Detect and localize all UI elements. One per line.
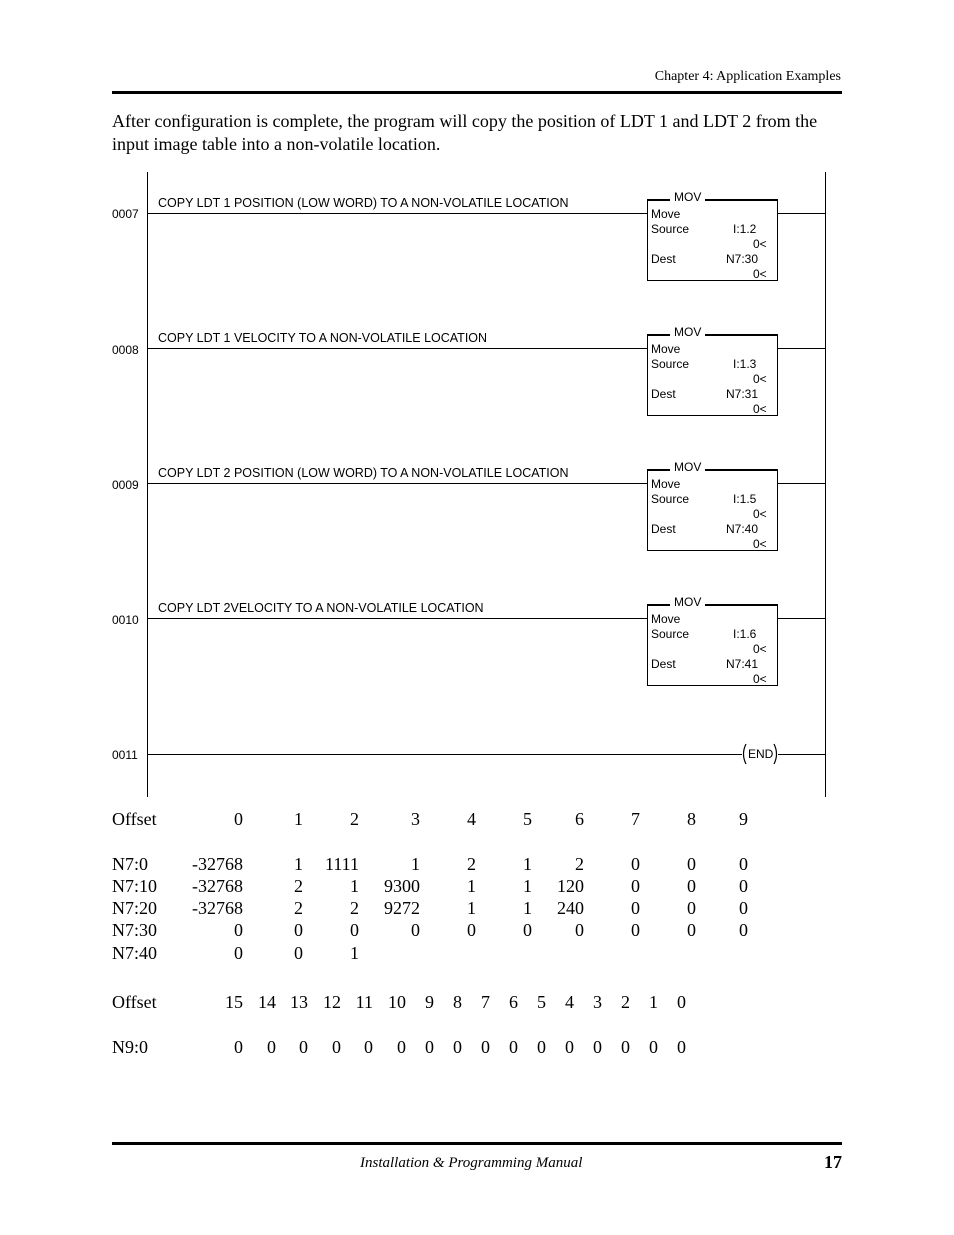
offset-label: Offset (112, 809, 157, 829)
table-cell: 0 (687, 920, 696, 940)
table-cell: 0 (739, 920, 748, 940)
footer-title: Installation & Programming Manual (360, 1155, 583, 1171)
bit-offset-header: 3 (593, 992, 602, 1012)
offset-header: 2 (350, 809, 359, 829)
table-cell: 1 (523, 854, 532, 874)
intro-paragraph: After configuration is complete, the program will copy the position of LDT 1 and LDT 2 from the input image table into a non-volatile location. (112, 111, 818, 154)
instruction-name: Move (651, 207, 681, 221)
instruction-mnemonic: MOV (670, 460, 705, 474)
dest-label: Dest (651, 252, 676, 266)
table-cell: 2 (294, 876, 303, 896)
row-address-label: N7:0 (112, 854, 148, 874)
table-cell: -32768 (192, 898, 243, 918)
table-cell: 1111 (325, 854, 359, 874)
bit-cell: 0 (425, 1037, 434, 1057)
bit-cell: 0 (453, 1037, 462, 1057)
rung-wire (148, 618, 647, 619)
source-label: Source (651, 222, 690, 236)
table-cell: 2 (294, 898, 303, 918)
instruction-mnemonic: MOV (670, 595, 705, 609)
offset-header: 9 (739, 809, 748, 829)
rung-wire (778, 213, 825, 214)
bit-offset-header: 13 (290, 992, 308, 1012)
instruction-name: Move (651, 342, 681, 356)
mov-instruction (647, 595, 778, 686)
dest-address: N7:41 (726, 657, 759, 671)
source-label: Source (651, 357, 690, 371)
bit-offset-header: 0 (677, 992, 686, 1012)
table-cell: 120 (557, 876, 584, 896)
table-cell: 0 (687, 854, 696, 874)
table-cell: 9300 (384, 876, 420, 896)
source-value: 0< (753, 642, 767, 656)
bit-cell: 0 (565, 1037, 574, 1057)
dest-label: Dest (651, 387, 676, 401)
table-cell: 1 (523, 876, 532, 896)
dest-address: N7:40 (726, 522, 759, 536)
bit-offset-header: 2 (621, 992, 630, 1012)
instruction-name: Move (651, 612, 681, 626)
dest-address: N7:31 (726, 387, 759, 401)
table-cell: 0 (631, 920, 640, 940)
table-cell: 0 (411, 920, 420, 940)
row-address-label: N7:40 (112, 943, 157, 963)
table-cell: 1 (411, 854, 420, 874)
footer-rule (112, 1142, 842, 1145)
bit-cell: 0 (234, 1037, 243, 1057)
rung-number: 0007 (112, 207, 139, 221)
table-cell: 2 (467, 854, 476, 874)
table-cell: -32768 (192, 854, 243, 874)
table-cell: 1 (467, 898, 476, 918)
bit-offset-header: 14 (258, 992, 276, 1012)
bit-offset-header: 1 (649, 992, 658, 1012)
source-value: 0< (753, 372, 767, 386)
bit-offset-header: 11 (355, 992, 373, 1012)
offset-header: 6 (575, 809, 584, 829)
bit-offset-header: 12 (323, 992, 341, 1012)
bit-cell: 0 (364, 1037, 373, 1057)
bit-cell: 0 (481, 1037, 490, 1057)
end-instruction (740, 743, 780, 765)
source-label: Source (651, 627, 690, 641)
table-cell: 0 (739, 876, 748, 896)
row-address-label: N9:0 (112, 1037, 148, 1057)
dest-value: 0< (753, 267, 767, 281)
bit-offset-header: 8 (453, 992, 462, 1012)
bit-offset-header: 5 (537, 992, 546, 1012)
mov-instruction (647, 325, 778, 416)
bit-cell: 0 (332, 1037, 341, 1057)
row-address-label: N7:30 (112, 920, 157, 940)
dest-value: 0< (753, 537, 767, 551)
bit-cell: 0 (593, 1037, 602, 1057)
offset-header: 8 (687, 809, 696, 829)
page-number: 17 (824, 1152, 842, 1172)
table-cell: 0 (467, 920, 476, 940)
table-cell: 0 (631, 854, 640, 874)
table-cell: 0 (234, 943, 243, 963)
bit-offset-header: 6 (509, 992, 518, 1012)
offset-header: 4 (467, 809, 476, 829)
bit-cell: 0 (299, 1037, 308, 1057)
instruction-mnemonic: MOV (670, 190, 705, 204)
rung-wire (148, 213, 647, 214)
bit-offset-header: 9 (425, 992, 434, 1012)
end-label: END (748, 747, 774, 761)
dest-label: Dest (651, 657, 676, 671)
row-address-label: N7:20 (112, 898, 157, 918)
bit-cell: 0 (267, 1037, 276, 1057)
table-cell: 0 (631, 898, 640, 918)
table-cell: 2 (350, 898, 359, 918)
offset-header: 5 (523, 809, 532, 829)
dest-value: 0< (753, 402, 767, 416)
mov-instruction (647, 460, 778, 551)
table-cell: 0 (687, 876, 696, 896)
offset-header: 7 (631, 809, 640, 829)
table-cell: 0 (739, 854, 748, 874)
table-cell: 0 (234, 920, 243, 940)
source-address: I:1.6 (733, 627, 757, 641)
bit-cell: 0 (621, 1037, 630, 1057)
source-address: I:1.2 (733, 222, 757, 236)
table-cell: 1 (523, 898, 532, 918)
bit-cell: 0 (537, 1037, 546, 1057)
table-cell: 0 (687, 898, 696, 918)
rung-wire (778, 754, 825, 755)
chapter-header: Chapter 4: Application Examples (654, 69, 841, 84)
table-cell: 9272 (384, 898, 420, 918)
rung-number: 0009 (112, 478, 139, 492)
rung-number: 0010 (112, 613, 139, 627)
table-cell: 0 (739, 898, 748, 918)
rung-wire (778, 348, 825, 349)
instruction-name: Move (651, 477, 681, 491)
table-cell: 0 (575, 920, 584, 940)
table-cell: 1 (350, 876, 359, 896)
table-cell: 2 (575, 854, 584, 874)
rung-wire (778, 618, 825, 619)
table-cell: -32768 (192, 876, 243, 896)
source-value: 0< (753, 237, 767, 251)
rung-number: 0008 (112, 343, 139, 357)
offset-label: Offset (112, 992, 157, 1012)
table-cell: 0 (294, 920, 303, 940)
left-power-rail (147, 172, 148, 797)
rung-wire (148, 348, 647, 349)
source-label: Source (651, 492, 690, 506)
rung-comment: COPY LDT 1 VELOCITY TO A NON-VOLATILE LOCATION (158, 331, 488, 345)
bit-offset-header: 10 (388, 992, 406, 1012)
table-cell: 0 (294, 943, 303, 963)
source-address: I:1.5 (733, 492, 757, 506)
rung-number: 0011 (112, 748, 138, 762)
dest-address: N7:30 (726, 252, 759, 266)
rung-wire (778, 483, 825, 484)
mov-instruction (647, 190, 778, 281)
table-cell: 1 (350, 943, 359, 963)
bit-cell: 0 (677, 1037, 686, 1057)
rung-wire (148, 754, 742, 755)
rung-comment: COPY LDT 2 POSITION (LOW WORD) TO A NON-VOLATILE LOCATION (158, 466, 569, 480)
rung-comment: COPY LDT 2VELOCITY TO A NON-VOLATILE LOCATION (158, 601, 484, 615)
bit-offset-header: 15 (225, 992, 243, 1012)
table-cell: 240 (557, 898, 584, 918)
offset-header: 1 (294, 809, 303, 829)
bit-offset-header: 4 (565, 992, 574, 1012)
bit-cell: 0 (649, 1037, 658, 1057)
dest-label: Dest (651, 522, 676, 536)
bit-cell: 0 (397, 1037, 406, 1057)
table-cell: 1 (467, 876, 476, 896)
offset-header: 3 (411, 809, 420, 829)
right-power-rail (825, 172, 826, 797)
offset-header: 0 (234, 809, 243, 829)
row-address-label: N7:10 (112, 876, 157, 896)
bit-cell: 0 (509, 1037, 518, 1057)
rung-wire (148, 483, 647, 484)
rung-comment: COPY LDT 1 POSITION (LOW WORD) TO A NON-VOLATILE LOCATION (158, 196, 569, 210)
bit-offset-header: 7 (481, 992, 490, 1012)
table-cell: 0 (350, 920, 359, 940)
source-value: 0< (753, 507, 767, 521)
table-cell: 0 (631, 876, 640, 896)
table-cell: 1 (294, 854, 303, 874)
dest-value: 0< (753, 672, 767, 686)
source-address: I:1.3 (733, 357, 757, 371)
table-cell: 0 (523, 920, 532, 940)
instruction-mnemonic: MOV (670, 325, 705, 339)
